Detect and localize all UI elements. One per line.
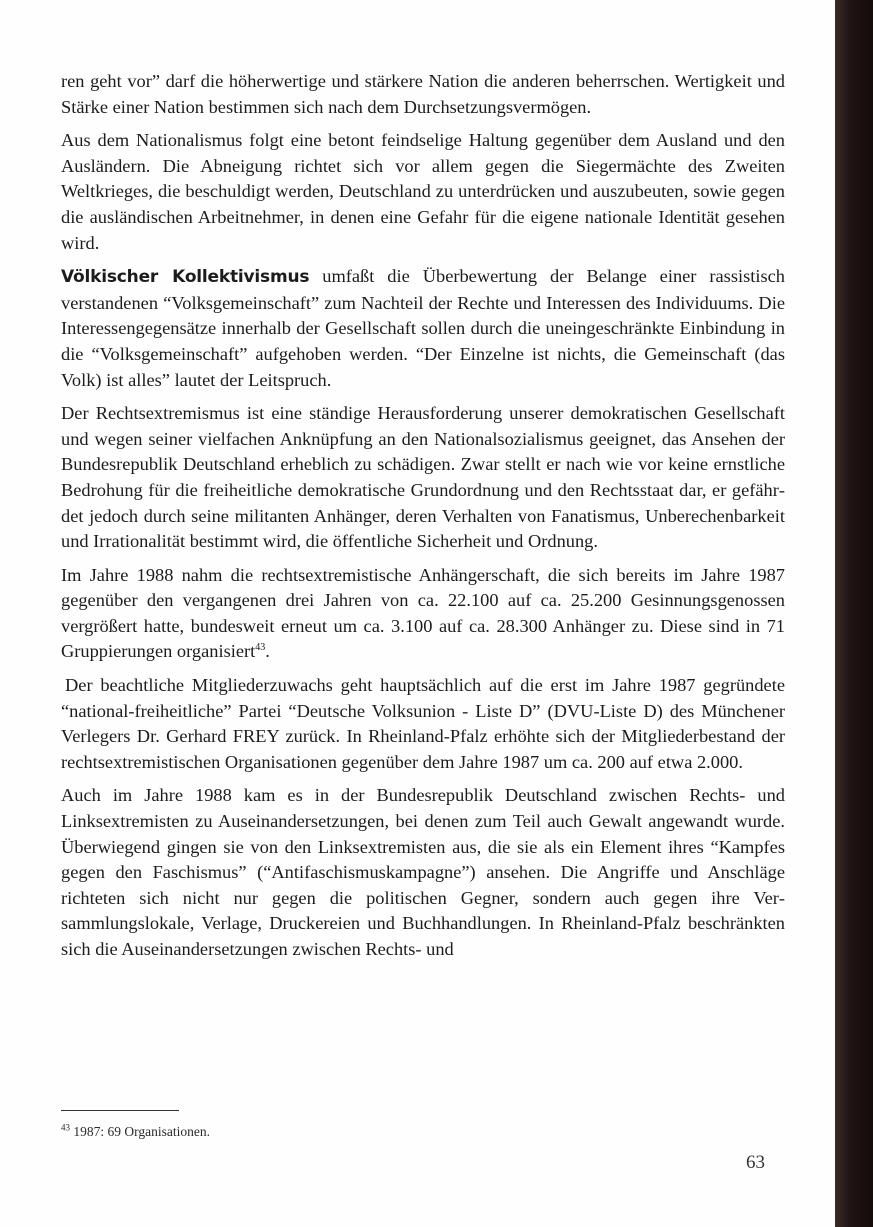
paragraph-voelkischer-kollektivismus-text: umfaßt die Überbewertung der Belange einer rassistisch verstandenen “Volksgemeinschaft” zum Nachteil der Rechte und Interessen des Individuums. Die Interessengegensätze innerhalb der Gesellschaft sollen durch die uneingeschränkte Einbindung in die “Volksgemeinschaft” aufgehoben werden. “Der Einzelne ist nichts, die Gemeinschaft (das Volk) ist alles” lautet der Leitspruch. bbox=[61, 266, 785, 390]
footnote-number: 43 bbox=[61, 1122, 70, 1133]
paragraph-dvu-growth: Der beachtliche Mitgliederzuwachs geht hauptsächlich auf die erst im Jahre 1987 gegründete “national-freiheitliche” Partei “Deutsche Volksunion - Liste D” (DVU-Liste D) des Münchener Verlegers Dr. Gerhard FREY zurück. In Rheinland-Pfalz erhöhte sich der Mitgliederbestand der rechtsextremistischen Organisationen gegenüber dem Jahre 1987 um ca. 200 auf etwa 2.000. bbox=[61, 675, 785, 772]
paragraph-foreigner-hostility: Aus dem Nationalismus folgt eine betont feindselige Haltung gegenüber dem Ausland und den Ausländern. Die Abneigung richtet sich vor allem gegen die Siegermächte des Zweiten Weltkrieges, die beschuldigt werden, Deutschland zu unterdrücken und auszubeuten, sowie gegen die ausländischen Arbeitnehmer, in denen eine Gefahr für die eigene nationale Identität gesehen wird. bbox=[61, 130, 785, 253]
paragraph-membership-1988 bbox=[61, 563, 785, 665]
footnote-text: 1987: 69 Organisationen. bbox=[70, 1124, 210, 1139]
paragraph-membership-1988-end: . bbox=[265, 641, 270, 662]
paragraph-rechtsextremismus-challenge: Der Rechtsextremismus ist eine ständige Herausforderung unserer demokratischen Gesellschaft und wegen seiner vielfachen Anknüpfung an den Nationalsozialismus geeignet, das Ansehen der Bundesrepublik Deutschland erheblich zu schädigen. Zwar stellt er nach wie vor keine ernstliche Bedrohung für die freiheitliche demokratische Grundordnung und den Rechtsstaat dar, er gefährdet jedoch durch seine militanten Anhänger, deren Verhalten von Fanatismus, Unberechenbarkeit und Irrationalität bestimmt wird, die öffentliche Sicherheit und Ordnung. bbox=[61, 403, 785, 552]
paragraph-voelkischer-kollektivismus bbox=[61, 264, 785, 393]
body-text bbox=[61, 69, 785, 971]
book-spine-shadow bbox=[835, 0, 873, 1227]
paragraph-clashes: Auch im Jahre 1988 kam es in der Bundesrepublik Deutschland zwischen Rechts- und Linksextremisten zu Auseinandersetzungen, bei denen zum Teil auch Gewalt angewandt wurde. Überwiegend gingen sie von den Linksextremisten aus, die sie als ein Element ihres “Kampfes gegen den Faschismus” (“Antifaschismuskampagne”) ansehen. Die Angriffe und Anschläge richteten sich nicht nur gegen die politischen Gegner, sondern auch gegen ihre Versammlungslokale, Verlage, Druckereien und Buchhandlungen. In Rheinland-Pfalz beschränkten sich die Auseinandersetzungen zwischen Rechts- und bbox=[61, 785, 785, 959]
paragraph-nationalism-end: ren geht vor” darf die höherwertige und stärkere Nation die anderen beherrschen. Wertigkeit und Stärke einer Nation bestimmen sich nach dem Durchsetzungsvermögen. bbox=[61, 71, 785, 117]
term-voelkischer-kollektivismus: Völkischer Kollektivismus bbox=[61, 267, 310, 288]
page-number: 63 bbox=[746, 1152, 765, 1173]
footnote bbox=[61, 1124, 210, 1140]
footnote-reference: 43 bbox=[255, 642, 266, 654]
paragraph-membership-1988-text: Im Jahre 1988 nahm die rechtsextremistische Anhängerschaft, die sich bereits im Jahre 1987 gegenüber den vergangenen drei Jahren von ca. 22.100 auf ca. 25.200 Gesinnungsgenossen vergrößert hatte, bundesweit erneut um ca. 3.100 auf ca. 28.300 Anhänger zu. Diese sind in 71 Gruppierungen organisiert bbox=[61, 564, 785, 662]
footnote-separator bbox=[61, 1110, 179, 1111]
